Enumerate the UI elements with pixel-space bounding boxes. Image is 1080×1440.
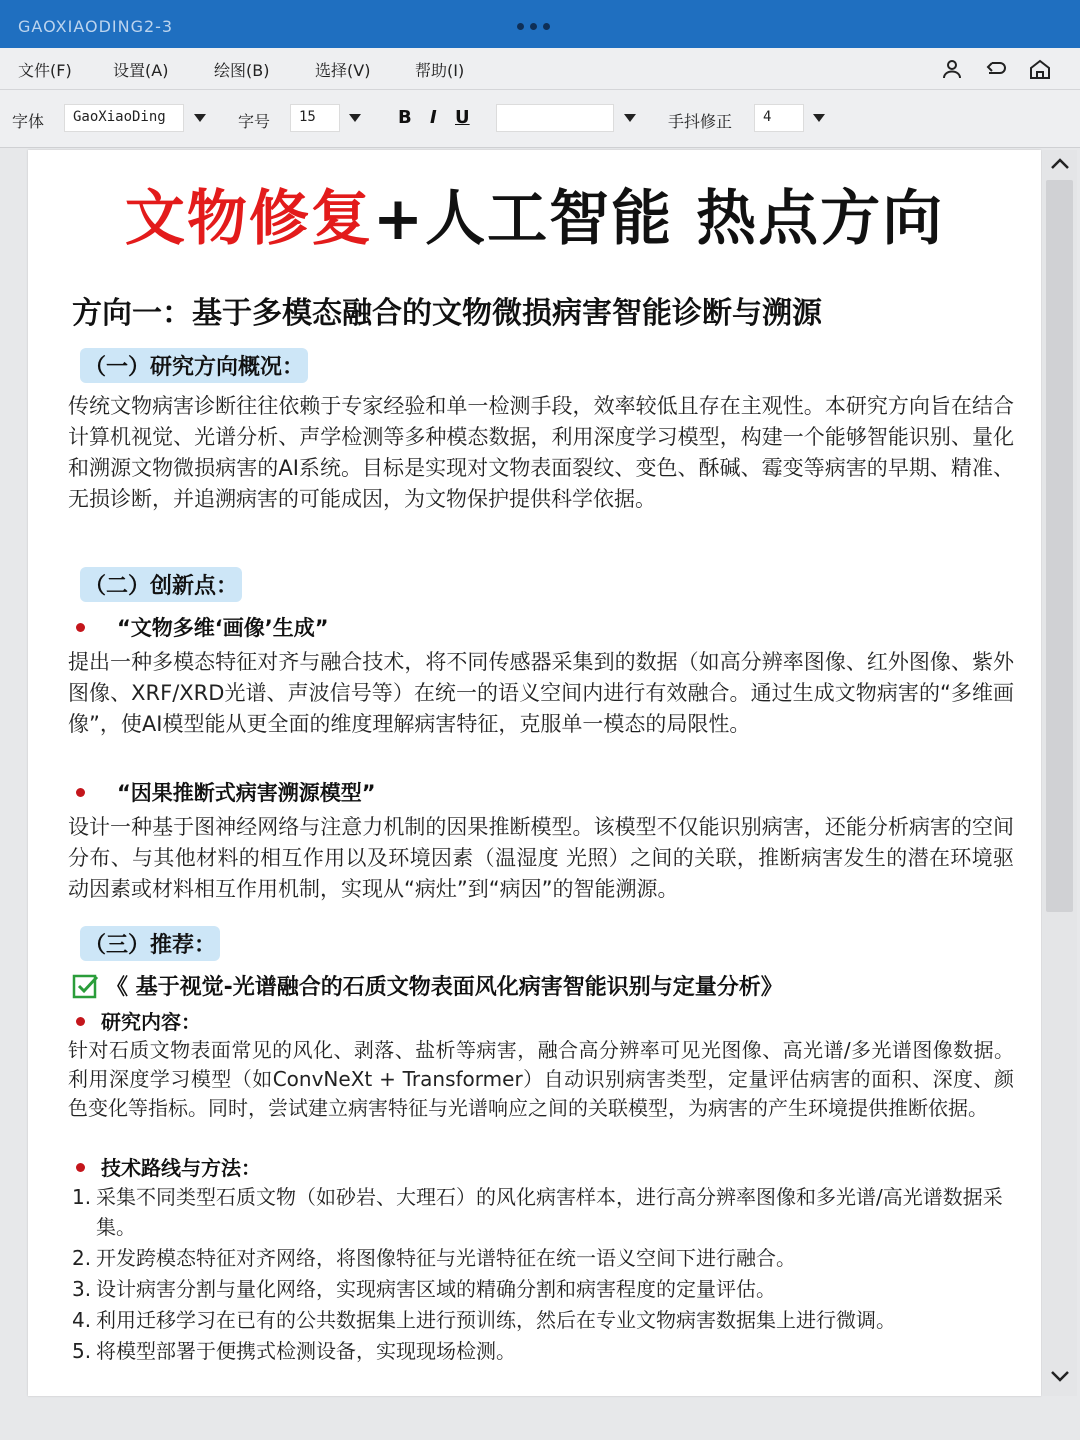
bullet-icon	[76, 1163, 85, 1172]
more-icon[interactable]	[517, 23, 550, 30]
title-black-part: +人工智能 热点方向	[372, 184, 945, 254]
menu-draw[interactable]: 绘图(B)	[214, 61, 270, 80]
style-dropdown-icon[interactable]	[616, 104, 644, 132]
title-bar	[0, 0, 1080, 48]
section2-heading: （二）创新点：	[80, 567, 242, 602]
scroll-thumb[interactable]	[1046, 180, 1073, 912]
innovation1-title: “文物多维‘画像’生成”	[76, 612, 329, 642]
home-icon[interactable]	[1028, 57, 1052, 81]
font-dropdown-icon[interactable]	[186, 104, 214, 132]
bullet-icon	[76, 1017, 85, 1026]
innovation1-body: 提出一种多模态特征对齐与融合技术，将不同传感器采集到的数据（如高分辨率图像、红外图像、紫外图像、XRF/XRD光谱、声波信号等）在统一的语义空间内进行有效融合。通过生成文物病害的“多维画像”，使AI模型能从更全面的维度理解病害特征，克服单一模态的局限性。	[68, 650, 1014, 736]
menu-bar	[0, 48, 1080, 90]
size-select[interactable]: 15	[290, 104, 340, 132]
menu-select[interactable]: 选择(V)	[315, 61, 371, 80]
size-label: 字号	[238, 112, 271, 131]
menu-help[interactable]: 帮助(I)	[415, 61, 465, 80]
step-item: 4. 利用迁移学习在已有的公共数据集上进行预训练，然后在专业文物病害数据集上进行微调。	[72, 1308, 896, 1332]
recommendation-title: 《 基于视觉-光谱融合的石质文物表面风化病害智能识别与定量分析》	[72, 970, 783, 1001]
scroll-up-icon[interactable]	[1048, 152, 1072, 176]
step-item: 2. 开发跨模态特征对齐网络，将图像特征与光谱特征在统一语义空间下进行融合。	[72, 1246, 796, 1270]
section1-body: 传统文物病害诊断往往依赖于专家经验和单一检测手段，效率较低且存在主观性。本研究方向旨在结合计算机视觉、光谱分析、声学检测等多种模态数据，利用深度学习模型，构建一个能够智能识别、量化和溯源文物微损病害的AI系统。目标是实现对文物表面裂纹、变色、酥碱、霉变等病害的早期、精准、无损诊断，并追溯病害的可能成因，为文物保护提供科学依据。	[68, 394, 1014, 511]
bullet-icon	[76, 788, 85, 797]
window-title: GAOXIAODING2-3	[18, 17, 174, 36]
style-select[interactable]	[496, 104, 614, 132]
font-select[interactable]: GaoXiaoDing	[64, 104, 184, 132]
stabilize-label: 手抖修正	[668, 112, 733, 131]
menu-settings[interactable]: 设置(A)	[113, 61, 169, 80]
step-item: 1. 采集不同类型石质文物（如砂岩、大理石）的风化病害样本，进行高分辨率图像和多光谱/高光谱数据采集。	[72, 1185, 1003, 1239]
method-steps	[72, 1182, 1016, 1367]
step-item: 5. 将模型部署于便携式检测设备，实现现场检测。	[72, 1339, 516, 1363]
document-title	[28, 186, 1041, 252]
method-label: 技术路线与方法：	[76, 1152, 261, 1181]
menu-file[interactable]: 文件(F)	[18, 61, 72, 80]
innovation2-body: 设计一种基于图神经网络与注意力机制的因果推断模型。该模型不仅能识别病害，还能分析病害的空间分布、与其他材料的相互作用以及环境因素（温湿度 光照）之间的关联，推断病害发生的潜在环境驱动因素或材料相互作用机制，实现从“病灶”到“病因”的智能溯源。	[68, 815, 1014, 901]
section3-heading: （三）推荐：	[80, 926, 220, 961]
innovation2-title: “因果推断式病害溯源模型”	[76, 777, 376, 807]
scroll-down-icon[interactable]	[1048, 1364, 1072, 1388]
size-dropdown-icon[interactable]	[341, 104, 369, 132]
step-item: 3. 设计病害分割与量化网络，实现病害区域的精确分割和病害程度的定量评估。	[72, 1277, 776, 1301]
stabilize-dropdown-icon[interactable]	[805, 104, 833, 132]
document-page[interactable]	[28, 150, 1041, 1396]
research-content-body: 针对石质文物表面常见的风化、剥落、盐析等病害，融合高分辨率可见光图像、高光谱/多光谱图像数据。利用深度学习模型（如ConvNeXt + Transformer）自动识别病害类型，定量评估病害的面积、深度、颜色变化等指标。同时，尝试建立病害特征与光谱响应之间的关联模型，为病害的产生环境提供推断依据。	[68, 1038, 1014, 1120]
direction-title: 方向一：基于多模态融合的文物微损病害智能诊断与溯源	[72, 296, 822, 331]
bold-button[interactable]: B	[398, 107, 412, 128]
checkbox-checked-icon	[72, 972, 100, 1000]
italic-button[interactable]: I	[430, 107, 437, 128]
title-red-part: 文物修复	[124, 184, 373, 254]
research-content-label: 研究内容：	[76, 1006, 201, 1035]
underline-button[interactable]: U	[455, 107, 470, 128]
bullet-icon	[76, 623, 85, 632]
undo-icon[interactable]	[984, 57, 1008, 81]
font-label: 字体	[12, 112, 45, 131]
section1-heading: （一）研究方向概况：	[80, 348, 308, 383]
format-toolbar	[0, 90, 1080, 148]
user-icon[interactable]	[940, 57, 964, 81]
stabilize-select[interactable]: 4	[754, 104, 804, 132]
